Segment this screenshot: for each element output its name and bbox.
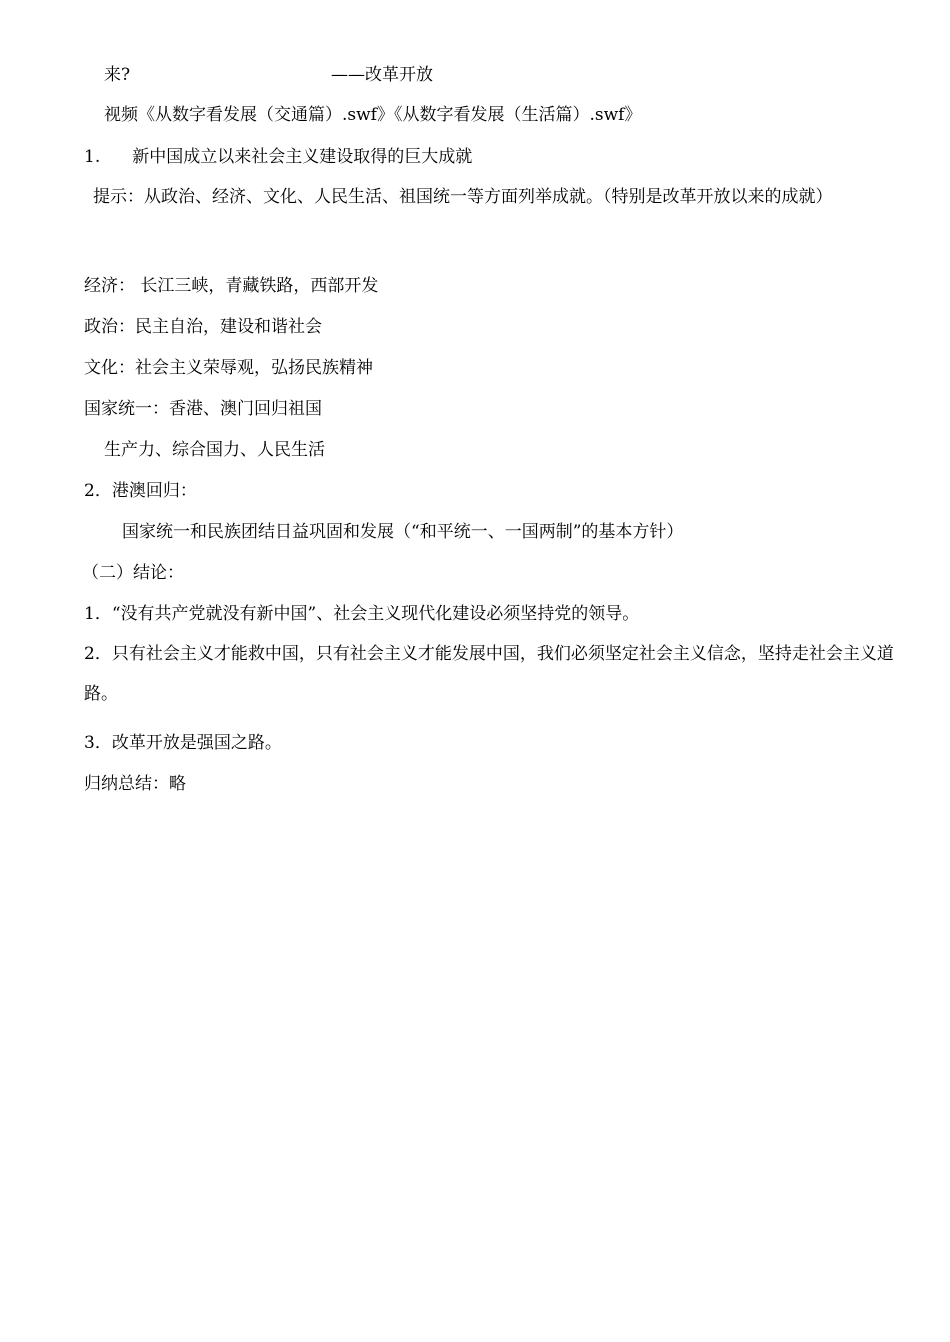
line-politics: 政治：民主自治，建设和谐社会 bbox=[84, 317, 322, 337]
line-hint: 提示：从政治、经济、文化、人民生活、祖国统一等方面列举成就。（特别是改革开放以来的成就） bbox=[93, 187, 833, 207]
line-point-1-heading bbox=[84, 146, 472, 168]
line-conclusion-2: 2．只有社会主义才能救中国，只有社会主义才能发展中国，我们必须坚定社会主义信念，坚持走社会主义道路。 bbox=[84, 644, 894, 704]
line-culture: 文化：社会主义荣辱观，弘扬民族精神 bbox=[84, 358, 373, 378]
point-number: 1. bbox=[84, 147, 101, 167]
line-productivity: 生产力、综合国力、人民生活 bbox=[104, 440, 325, 460]
line-unification: 国家统一：香港、澳门回归祖国 bbox=[84, 399, 322, 419]
line-question-end bbox=[104, 64, 130, 86]
line-conclusion-heading: （二）结论： bbox=[82, 563, 184, 583]
line-answer-reform bbox=[331, 64, 433, 86]
line-economy: 经济： 长江三峡，青藏铁路，西部开发 bbox=[84, 276, 379, 296]
line-video-files: 视频《从数字看发展（交通篇）.swf》《从数字看发展（生活篇）.swf》 bbox=[104, 105, 642, 125]
point-1-text: 新中国成立以来社会主义建设取得的巨大成就 bbox=[132, 147, 473, 167]
answer-reform-opening: ——改革开放 bbox=[331, 65, 433, 85]
line-conclusion-1: 1．“没有共产党就没有新中国”、社会主义现代化建设必须坚持党的领导。 bbox=[84, 604, 640, 624]
line-conclusion-3: 3．改革开放是强国之路。 bbox=[84, 733, 282, 753]
line-point-2-heading: 2．港澳回归： bbox=[84, 481, 197, 501]
line-summary: 归纳总结：略 bbox=[84, 774, 186, 794]
line-national-unity: 国家统一和民族团结日益巩固和发展（“和平统一、一国两制”的基本方针） bbox=[122, 522, 684, 542]
question-fragment: 来? bbox=[104, 65, 131, 85]
